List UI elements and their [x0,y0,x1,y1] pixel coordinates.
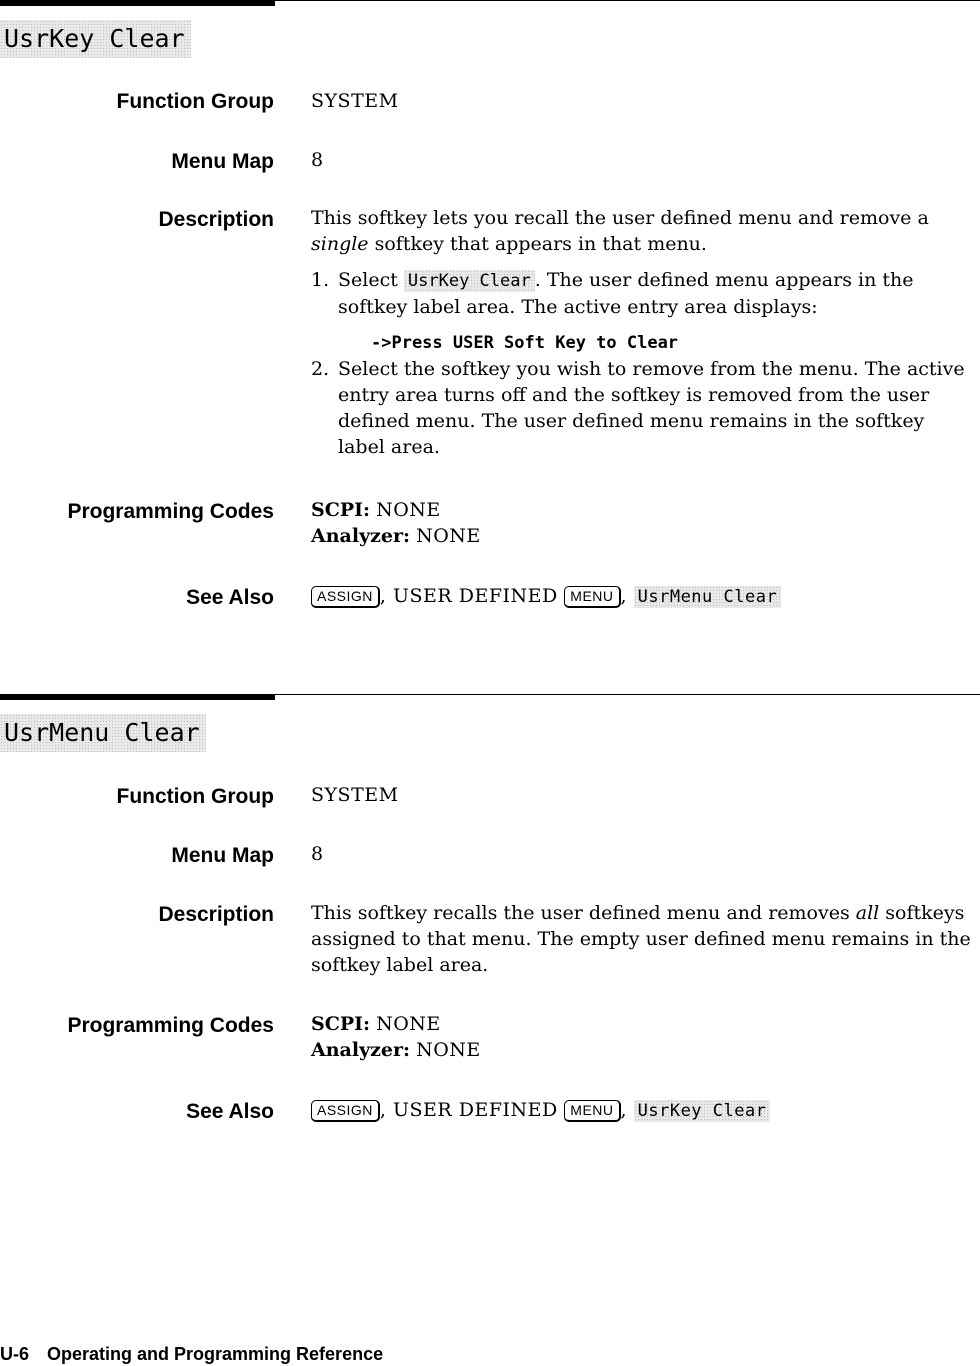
see-also-label: See Also [186,586,274,609]
function-group-value: SYSTEM [311,90,399,112]
step-number: 2. [311,358,330,380]
section-rule-thick [0,694,275,700]
scpi-value: NONE [376,499,441,521]
list-item [311,356,976,460]
description-emphasis: single [311,233,369,255]
page-number: U-6 [0,1344,30,1364]
description-label: Description [158,903,274,926]
entry-title-softkey: UsrKey Clear [0,20,191,58]
scpi-label: SCPI: [311,1013,371,1035]
analyzer-value: NONE [416,1039,481,1061]
step-number: 1. [311,269,330,291]
usrkey-clear-softkey: UsrKey Clear [404,270,535,292]
programming-codes-value [311,497,976,549]
menu-hardkey: MENU [564,586,620,608]
function-group-label: Function Group [116,90,274,113]
description-steps-2 [311,356,976,460]
see-also-separator: , [620,1099,634,1121]
description-label: Description [158,208,274,231]
menu-map-label: Menu Map [171,150,274,173]
analyzer-label: Analyzer: [311,525,411,547]
step-text: Select [338,269,404,291]
menu-map-value: 8 [311,843,324,865]
assign-hardkey: ASSIGN [311,1100,380,1122]
description-intro-rest: softkey that appears in that menu. [368,233,707,255]
menu-map-label: Menu Map [171,844,274,867]
description-intro-text: This softkey recalls the user defined menu and removes [311,902,856,924]
footer-title: Operating and Programming Reference [47,1344,384,1364]
section-rule-thin [275,0,980,1]
description-steps [311,267,976,320]
description-intro [311,205,976,257]
list-item [311,267,976,320]
see-also-separator: , [620,585,634,607]
see-also-label: See Also [186,1100,274,1123]
scpi-value: NONE [376,1013,441,1035]
programming-codes-label: Programming Codes [67,1014,274,1037]
analyzer-value: NONE [416,525,481,547]
step-text: Select the softkey you wish to remove from the menu. The active entry area turns off and the softkey is removed from the user defined menu. The user defined menu remains in the softkey label area. [338,358,965,458]
section-rule-thin [275,694,980,695]
programming-codes-value [311,1011,976,1063]
description-intro-rest: softkeys assigned to that menu. The empty user defined menu remains in the softkey label area. [311,902,971,976]
assign-hardkey: ASSIGN [311,586,380,608]
entry-usrmenu-clear [0,694,980,1154]
description-intro [311,900,976,978]
section-rule-thick [0,0,275,6]
analyzer-label: Analyzer: [311,1039,411,1061]
entry-title-softkey: UsrMenu Clear [0,714,206,752]
description-intro-text: This softkey lets you recall the user defined menu and remove a [311,207,929,229]
description-body [311,900,976,978]
scpi-label: SCPI: [311,499,371,521]
menu-hardkey: MENU [564,1100,620,1122]
description-body [311,205,976,460]
see-also-text: , USER DEFINED [379,585,565,607]
see-also-value [311,1097,976,1124]
description-emphasis: all [855,902,880,924]
function-group-label: Function Group [116,785,274,808]
usrmenu-clear-softkey: UsrMenu Clear [634,586,782,608]
see-also-text: , USER DEFINED [379,1099,565,1121]
see-also-value [311,583,976,610]
programming-codes-label: Programming Codes [67,500,274,523]
active-entry-prompt: ->Press USER Soft Key to Clear [371,333,679,353]
page-footer [0,1344,401,1365]
usrkey-clear-softkey: UsrKey Clear [634,1100,771,1122]
menu-map-value: 8 [311,149,324,171]
step-text-rest: . The user defined menu appears in the softkey label area. The active entry area displays: [338,269,914,318]
function-group-value: SYSTEM [311,784,399,806]
